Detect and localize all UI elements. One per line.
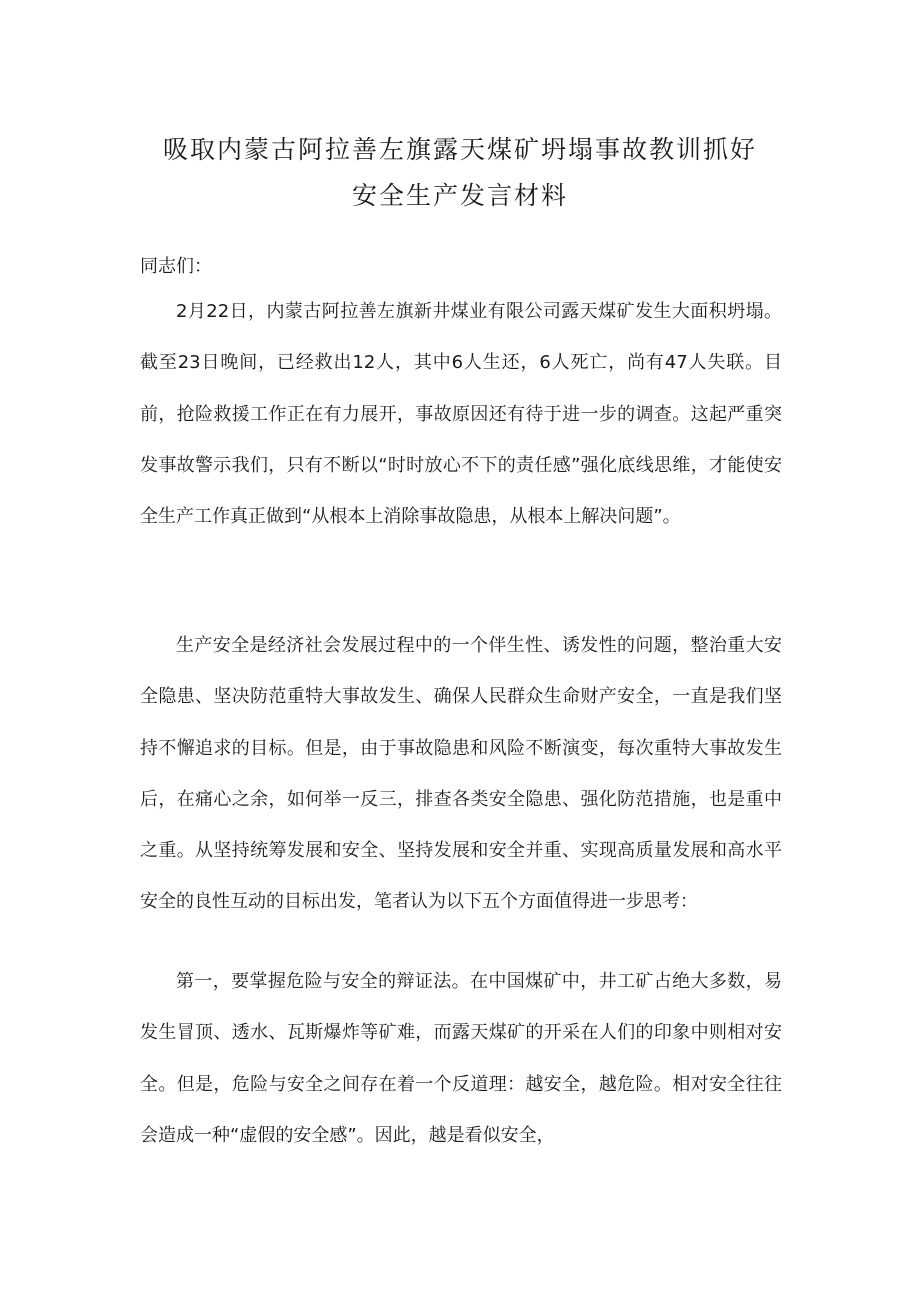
paragraph: 第一，要掌握危险与安全的辩证法。在中国煤矿中，井工矿占绝大多数，易发生冒顶、透水、瓦斯爆炸等矿难，而露天煤矿的开采在人们的印象中则相对安全。但是，危险与安全之间存在着一个反道理：越安全，越危险。相对安全往往会造成一种“虚假的安全感”。因此，越是看似安全， bbox=[140, 971, 782, 1146]
document-title-line-1: 吸取内蒙古阿拉善左旗露天煤矿坍塌事故教训抓好 bbox=[162, 135, 757, 164]
salutation: 同志们： bbox=[140, 256, 212, 277]
paragraph: 2月22日，内蒙古阿拉善左旗新井煤业有限公司露天煤矿发生大面积坍塌。截至23日晚间，已经救出12人，其中6人生还，6人死亡，尚有47人失联。目前，抢险救援工作正在有力展开，事故原因还有待于进一步的调查。这起严重突发事故警示我们，只有不断以“时时放心不下的责任感”强化底线思维，才能使安全生产工作真正做到“从根本上消除事故隐患，从根本上解决问题”。 bbox=[140, 301, 782, 528]
document-title-line-2: 安全生产发言材料 bbox=[351, 181, 568, 210]
paragraph: 生产安全是经济社会发展过程中的一个伴生性、诱发性的问题，整治重大安全隐患、坚决防范重特大事故发生、确保人民群众生命财产安全，一直是我们坚持不懈追求的目标。但是，由于事故隐患和风险不断演变，每次重特大事故发生后，在痛心之余，如何举一反三，排查各类安全隐患、强化防范措施，也是重中之重。从坚持统筹发展和安全、坚持发展和安全并重、实现高质量发展和高水平安全的良性互动的目标出发，笔者认为以下五个方面值得进一步思考： bbox=[140, 635, 782, 913]
